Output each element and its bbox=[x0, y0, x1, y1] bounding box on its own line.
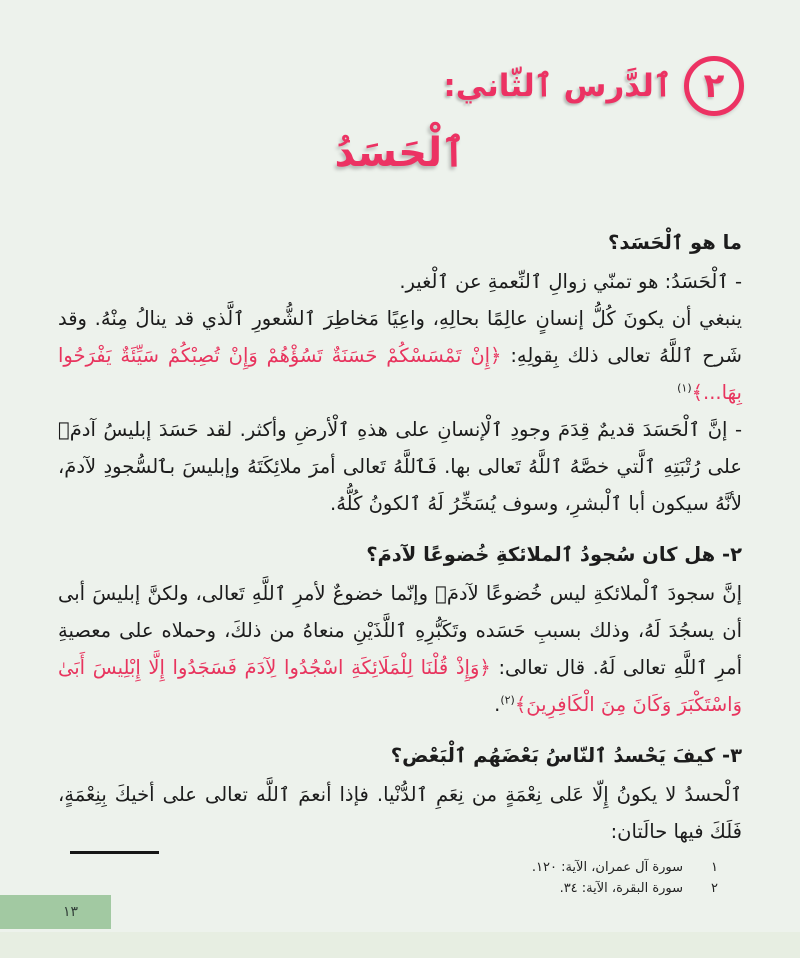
section-angels-prostration bbox=[58, 536, 742, 723]
paragraph bbox=[58, 263, 742, 300]
paragraph-text: ٱلْحسدُ لا يكونُ إِلّا عَلى نِعْمَةٍ من نِعَمِ ٱلدُّنْيا. فإذا أنعمَ ٱللَّه تعالى على أخيكَ بِنِعْمَةٍ، فَلَكَ فيها حالَتان: bbox=[58, 783, 742, 843]
paragraph-text: - ٱلْحَسَدُ: هو تمنّي زوالِ ٱلنِّعمةِ عن ٱلْغير. bbox=[399, 270, 742, 293]
page-edge bbox=[0, 932, 800, 958]
footnote-text: سورة البقرة، الآية: ٣٤. bbox=[559, 881, 684, 896]
footnote-1 bbox=[532, 857, 718, 878]
lesson-header bbox=[0, 0, 800, 116]
lesson-number: ٢ bbox=[703, 66, 725, 106]
footnote-number: ٢ bbox=[711, 881, 718, 896]
lesson-content bbox=[58, 224, 742, 850]
page-number-bar bbox=[0, 895, 111, 929]
paragraph bbox=[58, 575, 742, 723]
page-title: ٱلْحَسَدُ bbox=[334, 130, 466, 176]
footnote-divider bbox=[70, 851, 159, 854]
paragraph bbox=[58, 300, 742, 411]
footnote-2 bbox=[532, 878, 718, 899]
paragraph-text: إنَّ سجودَ ٱلْملائكةِ ليس خُضوعًا لآدمَؑ وإنّما خضوعٌ لأمرِ ٱللَّهِ تَعالى، ولكنَّ إبليسَ أبى أن يسجُدَ لَهُ، وذلك بسببِ حَسَده وتَكَبُّرِهِ ٱللَّذَيْنِ منعاهُ من ذلكَ، وحملاه على معصيةِ أمرِ ٱللَّهِ تعالى لَهُ. قال تعالى: bbox=[58, 582, 742, 679]
footnote-ref-1: (١) bbox=[677, 381, 692, 395]
paragraph bbox=[58, 776, 742, 850]
quran-verse: ﴿وَإِذْ قُلْنَا لِلْمَلَائِكَةِ اسْجُدُوا لِآدَمَ فَسَجَدُوا إِلَّا إِبْلِيسَ أَبَىٰ وَاسْتَكْبَرَ وَكَانَ مِنَ الْكَافِرِينَ﴾ bbox=[58, 656, 742, 716]
footnote-number: ١ bbox=[711, 860, 718, 875]
paragraph-text: . bbox=[494, 693, 501, 716]
section-heading: ٣- كيفَ يَحْسدُ ٱلنّاسُ بَعْضَهُم ٱلْبَعْض؟ bbox=[390, 744, 742, 767]
section-heading: ٢- هل كان سُجودُ ٱلملائكةِ خُضوعًا لآدمَ؟ bbox=[366, 543, 742, 566]
lesson-number-badge bbox=[684, 56, 744, 116]
paragraph-text: ينبغي أن يكونَ كُلُّ إنسانٍ عالِمًا بحالِهِ، واعِيًا مَخاطِرَ ٱلشُّعورِ ٱلَّذي قد ينالُ مِنْهُ. وقد شَرح ٱللَّهُ تعالى ذلك بِقولِهِ: bbox=[58, 307, 742, 367]
paragraph-text: - إنَّ ٱلْحَسَدَ قديمٌ قِدَمَ وجودِ ٱلْإنسانِ على هذهِ ٱلْأرضِ وأكثر. لقد حَسَدَ إبليسُ آدمَؑ على رُتْبَتِهِ ٱلَّتي خصَّهُ ٱللَّهُ تَعالى بها. فَٱللَّهُ تَعالى أمرَ ملائِكَتَهُ وإبليسَ بٱلسُّجودِ لآدمَ، لأنَّهُ سيكون أبا ٱلْبشرِ، وسوف يُسَخِّرُ لَهُ ٱلكونُ كُلُّهُ. bbox=[58, 418, 742, 515]
section-how-people-envy bbox=[58, 737, 742, 850]
footnote-ref-2: (٢) bbox=[500, 693, 515, 707]
page-number: ١٣ bbox=[62, 904, 79, 920]
footnotes bbox=[532, 857, 718, 899]
section-heading: ما هو ٱلْحَسَد؟ bbox=[608, 231, 742, 254]
lesson-label: ٱلدَّرس ٱلثّاني: bbox=[443, 68, 672, 104]
section-what-is-envy bbox=[58, 224, 742, 522]
paragraph bbox=[58, 411, 742, 522]
quran-verse: ﴿إِنْ تَمْسَسْكُمْ حَسَنَةٌ تَسُؤْهُمْ وَإِنْ تُصِبْكُمْ سَيِّئَةٌ يَفْرَحُوا بِهَا...﴾ bbox=[58, 344, 742, 404]
footnote-text: سورة آل عمران، الآية: ١٢٠. bbox=[531, 860, 684, 875]
